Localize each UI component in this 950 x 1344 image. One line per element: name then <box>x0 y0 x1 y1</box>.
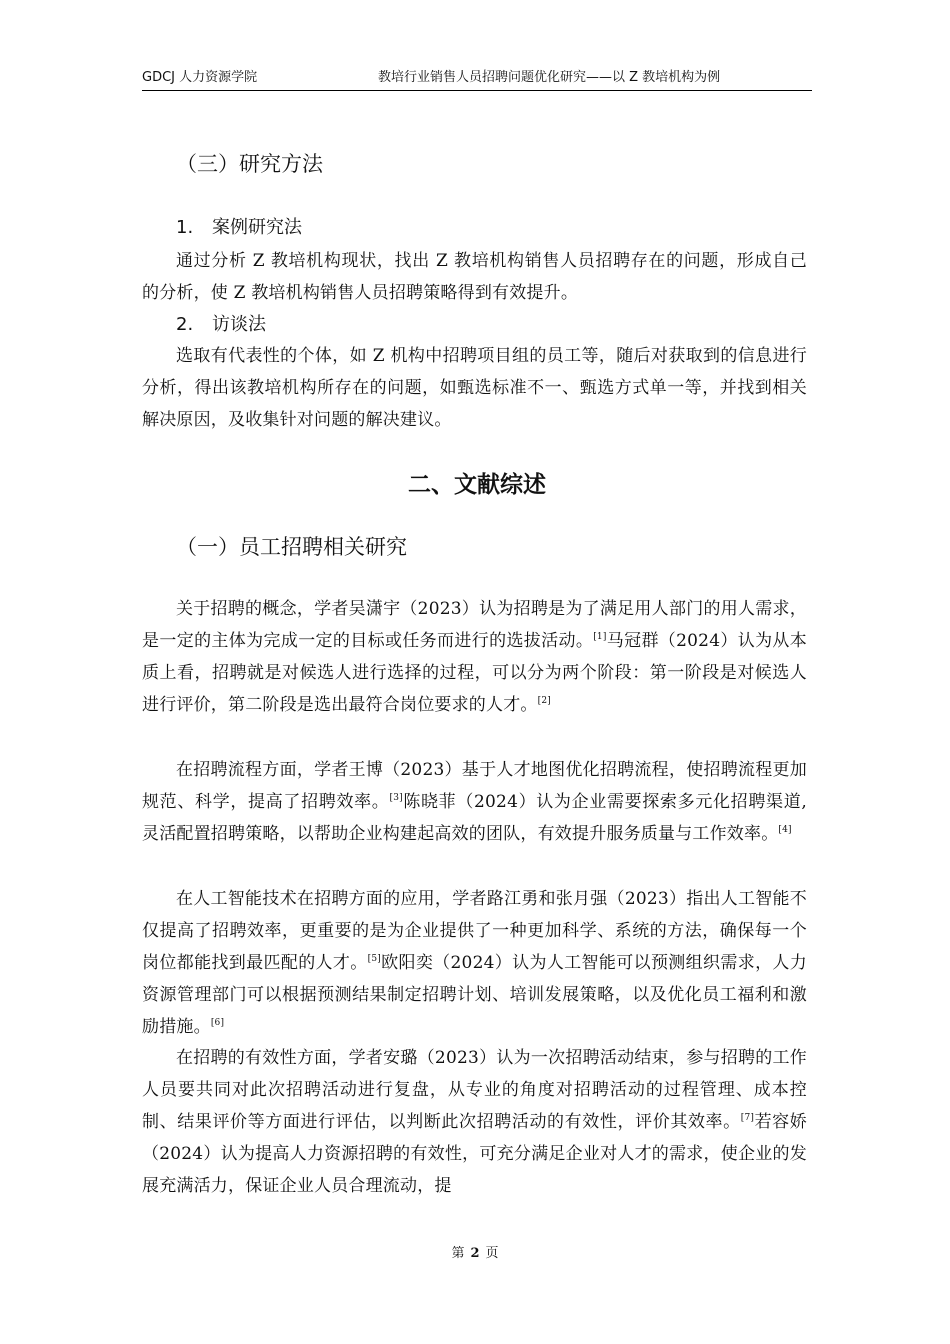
footer-prefix: 第 <box>451 1246 465 1261</box>
paragraph-recruitment-process <box>142 754 807 850</box>
chapter-title-literature-review: 二、文献综述 <box>408 472 546 498</box>
section-title-methods: （三）研究方法 <box>176 152 323 176</box>
method2-paragraph: 选取有代表性的个体，如 Z 机构中招聘项目组的员工等，随后对获取到的信息进行分析，得出该教培机构所存在的问题，如甄选标准不一、甄选方式单一等，并找到相关解决原因，及收集针对问题的解决建议。 <box>142 346 807 430</box>
paragraph-recruitment-concept <box>142 593 807 721</box>
header-institution: GDCJ 人力资源学院 <box>142 70 258 85</box>
paragraph-ai-recruitment <box>142 883 807 1043</box>
p3-text-b: 欧阳奕（2024）认为人工智能可以预测组织需求，人力资源管理部门可以根据预测结果制定招聘计划、培训发展策略，以及优化员工福利和激励措施。 <box>142 953 807 1037</box>
running-header <box>142 68 812 91</box>
method1-number: 1. <box>176 217 194 238</box>
method1-paragraph: 通过分析 Z 教培机构现状，找出 Z 教培机构销售人员招聘存在的问题，形成自己的分析，使 Z 教培机构销售人员招聘策略得到有效提升。 <box>142 251 807 303</box>
citation-4: [4] <box>778 825 792 835</box>
citation-2: [2] <box>537 696 551 706</box>
page-footer <box>0 1244 950 1264</box>
section-title-recruitment-research: （一）员工招聘相关研究 <box>176 535 407 559</box>
p1-text-a: 关于招聘的概念，学者吴潇宇（2023）认为招聘是为了满足用人部门的用人需求，是一定的主体为完成一定的目标或任务而进行的选拔活动。 <box>142 599 807 651</box>
paragraph-recruitment-effectiveness <box>142 1042 807 1202</box>
method1-title: 案例研究法 <box>212 217 302 238</box>
p4-text-b: 若容娇（2024）认为提高人力资源招聘的有效性，可充分满足企业对人才的需求，使企业的发展充满活力，保证企业人员合理流动，提 <box>142 1112 807 1196</box>
p4-text-a: 在招聘的有效性方面，学者安璐（2023）认为一次招聘活动结束，参与招聘的工作人员要共同对此次招聘活动进行复盘，从专业的角度对招聘活动的过程管理、成本控制、结果评价等方面进行评估，以判断此次招聘活动的有效性，评价其效率。 <box>142 1048 807 1132</box>
method2-title: 访谈法 <box>212 314 266 335</box>
method1-heading <box>176 214 302 242</box>
citation-3: [3] <box>389 793 403 803</box>
page-number: 2 <box>470 1246 480 1261</box>
citation-5: [5] <box>367 954 381 964</box>
p2-text-b: 陈晓菲（2024）认为企业需要探索多元化招聘渠道,灵活配置招聘策略，以帮助企业构建起高效的团队，有效提升服务质量与工作效率。 <box>142 792 807 844</box>
footer-suffix: 页 <box>485 1246 499 1261</box>
p1-text-b: 马冠群（2024）认为从本质上看，招聘就是对候选人进行选择的过程，可以分为两个阶段：第一阶段是对候选人进行评价，第二阶段是选出最符合岗位要求的人才。 <box>142 631 807 715</box>
citation-1: [1] <box>593 632 607 642</box>
citation-6: [6] <box>210 1018 225 1028</box>
p2-text-a: 在招聘流程方面，学者王博（2023）基于人才地图优化招聘流程，使招聘流程更加规范、科学，提高了招聘效率。 <box>142 760 807 812</box>
p3-text-a: 在人工智能技术在招聘方面的应用，学者路江勇和张月强（2023）指出人工智能不仅提高了招聘效率，更重要的是为企业提供了一种更加科学、系统的方法，确保每一个岗位都能找到最匹配的人才。 <box>142 889 807 973</box>
method2-heading <box>176 311 266 339</box>
citation-7: [7] <box>740 1113 755 1123</box>
header-paper-title: 教培行业销售人员招聘问题优化研究——以 Z 教培机构为例 <box>378 70 721 85</box>
method2-number: 2. <box>176 314 194 335</box>
